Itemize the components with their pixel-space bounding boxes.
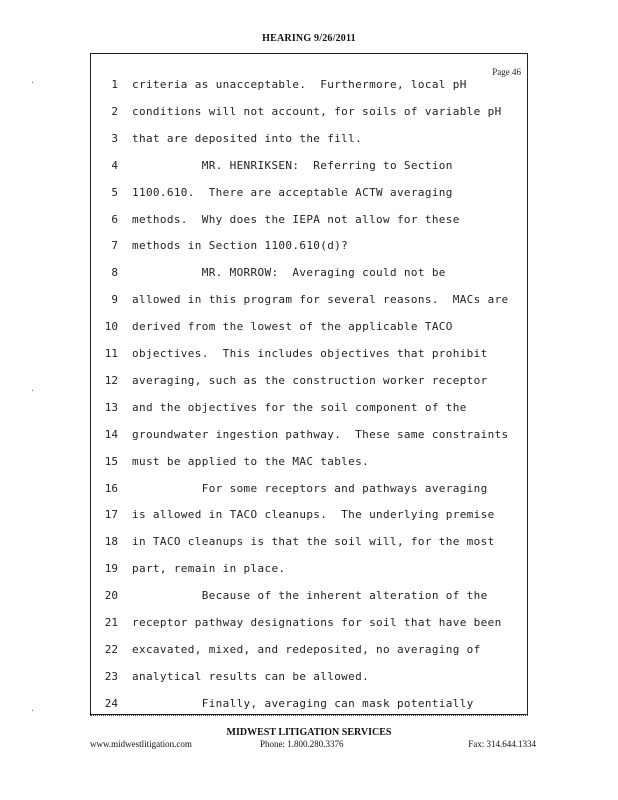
transcript-line (90, 482, 526, 502)
line-text: objectives. This includes objectives that prohibit (132, 347, 488, 360)
transcript-line (90, 562, 526, 582)
line-number: 7 (111, 239, 118, 253)
transcript-line (90, 643, 526, 663)
transcript-line (90, 213, 526, 233)
line-number: 17 (104, 508, 118, 522)
line-number: 8 (111, 266, 118, 280)
line-text: Finally, averaging can mask potentially (132, 696, 474, 710)
line-text: MR. HENRIKSEN: Referring to Section (132, 158, 453, 172)
line-text: criteria as unacceptable. Furthermore, local pH (132, 78, 467, 91)
transcript-line (90, 428, 526, 448)
page-header: HEARING 9/26/2011 (262, 33, 356, 44)
line-text: analytical results can be allowed. (132, 669, 370, 683)
footer-company: MIDWEST LITIGATION SERVICES (226, 727, 392, 738)
transcript-line (90, 266, 526, 286)
line-number: 4 (111, 158, 118, 172)
line-text: receptor pathway designations for soil that have been (132, 616, 502, 629)
line-number: 1 (111, 78, 118, 91)
transcript-line (90, 320, 526, 340)
transcript-line (90, 239, 526, 259)
transcript-line (90, 589, 526, 609)
line-text: allowed in this program for several reasons. MACs are (132, 293, 509, 307)
line-text: methods. Why does the IEPA not allow for these (132, 212, 460, 226)
line-number: 24 (104, 696, 118, 710)
line-text: that are deposited into the fill. (132, 131, 363, 145)
line-number: 21 (104, 616, 118, 629)
line-number: 13 (104, 400, 118, 414)
margin-tick: · (30, 78, 35, 87)
margin-tick: · (30, 706, 35, 715)
line-number: 10 (104, 320, 118, 334)
transcript-line (90, 535, 526, 555)
line-number: 12 (104, 373, 118, 387)
line-number: 2 (111, 104, 118, 118)
transcript-line (90, 186, 526, 206)
line-number: 5 (111, 185, 118, 199)
page-number: Page 46 (492, 67, 521, 77)
margin-tick: · (30, 386, 35, 395)
line-text: derived from the lowest of the applicable TACO (132, 320, 453, 334)
line-number: 23 (104, 669, 118, 683)
footer-website: www.midwestlitigation.com (90, 739, 192, 749)
transcript-line (90, 132, 526, 152)
line-number: 19 (104, 562, 118, 576)
line-number: 6 (111, 212, 118, 226)
transcript-line (90, 670, 526, 690)
line-number: 16 (104, 481, 118, 495)
transcript-line (90, 508, 526, 528)
transcript-line (90, 697, 526, 717)
line-text: is allowed in TACO cleanups. The underlying premise (132, 508, 495, 522)
line-number: 14 (104, 427, 118, 441)
line-text: Because of the inherent alteration of the (132, 589, 488, 603)
line-text: 1100.610. There are acceptable ACTW averaging (132, 185, 453, 199)
line-number: 11 (104, 347, 118, 360)
line-text: averaging, such as the construction worker receptor (132, 373, 488, 387)
footer-contact-row (90, 739, 536, 753)
line-text: part, remain in place. (132, 562, 286, 576)
transcript-line (90, 105, 526, 125)
line-text: methods in Section 1100.610(d)? (132, 239, 349, 253)
transcript-line (90, 347, 526, 367)
line-text: groundwater ingestion pathway. These same constraints (132, 427, 509, 441)
line-number: 18 (104, 535, 118, 549)
line-text: and the objectives for the soil component of the (132, 400, 467, 414)
line-text: must be applied to the MAC tables. (132, 454, 370, 468)
line-text: conditions will not account, for soils of variable pH (132, 104, 502, 118)
line-number: 9 (111, 293, 118, 307)
transcript-line (90, 374, 526, 394)
line-text: MR. MORROW: Averaging could not be (132, 266, 446, 280)
line-number: 15 (104, 454, 118, 468)
transcript-line (90, 293, 526, 313)
transcript-line (90, 78, 526, 98)
line-text: in TACO cleanups is that the soil will, for the most (132, 535, 495, 549)
transcript-line (90, 455, 526, 475)
transcript-line (90, 159, 526, 179)
transcript-line (90, 616, 526, 636)
line-text: For some receptors and pathways averaging (132, 481, 488, 495)
footer-phone: Phone: 1.800.280.3376 (260, 739, 344, 749)
line-number: 3 (111, 131, 118, 145)
footer-fax: Fax: 314.644.1334 (468, 739, 536, 749)
line-text: excavated, mixed, and redeposited, no averaging of (132, 642, 481, 656)
line-number: 22 (104, 642, 118, 656)
line-number: 20 (104, 589, 118, 603)
transcript-line (90, 401, 526, 421)
